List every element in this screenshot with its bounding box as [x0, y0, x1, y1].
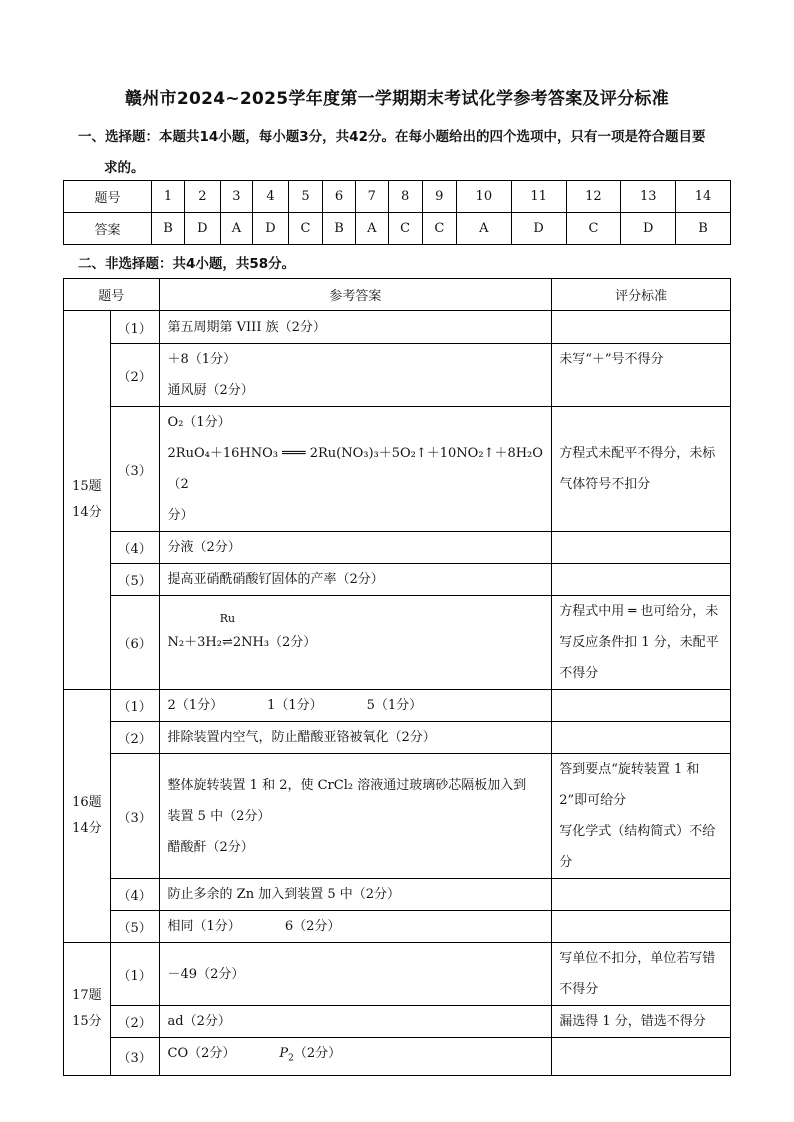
free-response-answer-table	[63, 278, 731, 1076]
q-number: 11	[511, 181, 566, 213]
q-number: 14	[676, 181, 731, 213]
pressure-symbol: P	[279, 1046, 289, 1061]
page-title: 赣州市2024~2025学年度第一学期期末考试化学参考答案及评分标准	[124, 89, 670, 109]
answer-cell: D	[511, 213, 566, 245]
q17-score: 15分	[72, 1013, 102, 1029]
answer-line: ＋8（1分）	[167, 352, 237, 367]
answer-text: 提高亚硝酰硝酸钌固体的产率（2分）	[159, 564, 552, 596]
criteria-text	[552, 879, 731, 911]
q-number: 8	[388, 181, 422, 213]
part-number: （4）	[110, 532, 159, 564]
criteria-text: 方程式未配平不得分，未标气体符号不扣分	[552, 407, 731, 532]
criteria-line: 答到要点“旋转装置 1 和 2”即可给分	[559, 762, 700, 808]
answer-text	[159, 344, 552, 407]
q16-label: 16题	[72, 795, 102, 810]
answer-cell: C	[388, 213, 422, 245]
part-number: （1）	[110, 311, 159, 344]
answer-row	[64, 213, 731, 245]
answer-part: 2（1分）	[167, 698, 224, 713]
part-number: （1）	[110, 943, 159, 1006]
table-row	[64, 943, 731, 1006]
criteria-text	[552, 722, 731, 754]
header-answer: 参考答案	[159, 279, 552, 311]
answer-line: 醋酸酐（2分）	[167, 839, 254, 855]
answer-cell: D	[184, 213, 220, 245]
table-row	[64, 911, 731, 943]
answer-cell: B	[676, 213, 731, 245]
answer-part: CO（2分）	[167, 1046, 236, 1061]
multiple-choice-answer-table	[63, 180, 731, 245]
question-number-row	[64, 181, 731, 213]
table-row	[64, 596, 731, 690]
answer-text: 分液（2分）	[159, 532, 552, 564]
answer-part: （2分）	[293, 1046, 342, 1061]
answer-line: 通风厨（2分）	[167, 383, 254, 398]
q-number: 1	[152, 181, 185, 213]
answer-part: 6（2分）	[284, 919, 341, 934]
part-number: （2）	[110, 344, 159, 407]
table-row	[64, 879, 731, 911]
q-number: 6	[323, 181, 356, 213]
q-number: 13	[621, 181, 676, 213]
q-number: 10	[456, 181, 511, 213]
part-number: （5）	[110, 911, 159, 943]
answer-text: 防止多余的 Zn 加入到装置 5 中（2分）	[159, 879, 552, 911]
criteria-text: 漏选得 1 分，错选不得分	[552, 1006, 731, 1038]
answer-text	[159, 690, 552, 722]
q-number: 9	[422, 181, 456, 213]
part-number: （5）	[110, 564, 159, 596]
reaction-arrow	[219, 612, 236, 658]
part-number: （3）	[110, 754, 159, 879]
answer-cell: B	[323, 213, 356, 245]
table-row	[64, 311, 731, 344]
table-row	[64, 407, 731, 532]
answer-cell: A	[356, 213, 388, 245]
pressure-subscript: 2	[288, 1053, 294, 1064]
equation-left: N₂＋3H₂	[167, 635, 222, 650]
q-number: 5	[288, 181, 322, 213]
part-number: （3）	[110, 407, 159, 532]
equation-right: 2NH₃（2分）	[232, 635, 317, 650]
q-number: 7	[356, 181, 388, 213]
equation-line: 2RuO₄＋16HNO₃ ═══ 2Ru(NO₃)₃＋5O₂↑＋10NO₂↑＋8H₂O（2	[167, 446, 543, 492]
section2-heading: 二、非选择题：共4小题，共58分。	[78, 256, 296, 272]
criteria-text: 方程式中用 ═ 也可给分，未写反应条件扣 1 分，未配平不得分	[552, 596, 731, 690]
answer-part: 相同（1分）	[167, 919, 241, 934]
row-label-question: 题号	[64, 181, 152, 213]
q15-label: 15题	[72, 479, 102, 494]
q-number: 3	[220, 181, 252, 213]
answer-line: 装置 5 中（2分）	[167, 808, 271, 824]
part-number: （6）	[110, 596, 159, 690]
criteria-text	[552, 690, 731, 722]
answer-text	[159, 911, 552, 943]
part-number: （4）	[110, 879, 159, 911]
answer-cell: C	[288, 213, 322, 245]
section1-heading-line1: 一、选择题：本题共14小题，每小题3分，共42分。在每小题给出的四个选项中，只有一项是符合题目要	[78, 129, 706, 145]
q16-score: 14分	[72, 821, 102, 836]
answer-cell: A	[456, 213, 511, 245]
q17-label-cell	[64, 943, 111, 1076]
part-number: （3）	[110, 1038, 159, 1076]
table-row	[64, 1006, 731, 1038]
answer-cell: C	[566, 213, 621, 245]
criteria-text	[552, 311, 731, 344]
header-question: 题号	[64, 279, 160, 311]
answer-text	[159, 407, 552, 532]
answer-cell: A	[220, 213, 252, 245]
answer-line: 整体旋转装置 1 和 2，使 CrCl₂ 溶液通过玻璃砂芯隔板加入到	[167, 777, 527, 793]
criteria-text: 未写“＋”号不得分	[552, 344, 731, 407]
answer-text: 第五周期第 VIII 族（2分）	[159, 311, 552, 344]
reaction-condition: Ru	[219, 612, 236, 625]
table-row	[64, 722, 731, 754]
answer-text	[159, 1038, 552, 1076]
answer-line: 分）	[167, 508, 194, 523]
q16-label-cell	[64, 690, 111, 943]
answer-cell: D	[621, 213, 676, 245]
q-number: 2	[184, 181, 220, 213]
answer-cell: C	[422, 213, 456, 245]
part-number: （2）	[110, 722, 159, 754]
criteria-text	[552, 532, 731, 564]
answer-part: 5（1分）	[366, 698, 423, 713]
table-row	[64, 532, 731, 564]
criteria-text	[552, 564, 731, 596]
table-row	[64, 564, 731, 596]
answer-text: 排除装置内空气，防止醋酸亚铬被氧化（2分）	[159, 722, 552, 754]
table-row	[64, 344, 731, 407]
q-number: 4	[253, 181, 289, 213]
part-number: （2）	[110, 1006, 159, 1038]
answer-cell: B	[152, 213, 185, 245]
answer-text	[159, 596, 552, 690]
answer-text: ad（2分）	[159, 1006, 552, 1038]
q-number: 12	[566, 181, 621, 213]
table-header-row	[64, 279, 731, 311]
equilibrium-arrow-icon: ⇌	[221, 635, 233, 650]
answer-cell: D	[253, 213, 289, 245]
section1-heading-line2: 求的。	[104, 160, 145, 176]
part-number: （1）	[110, 690, 159, 722]
q17-label: 17题	[72, 987, 102, 1003]
table-row	[64, 690, 731, 722]
section1-heading	[78, 122, 728, 184]
answer-part: 1（1分）	[267, 698, 323, 713]
answer-text: －49（2分）	[159, 943, 552, 1006]
criteria-text	[552, 911, 731, 943]
criteria-text	[552, 1038, 731, 1076]
q15-label-cell	[64, 311, 111, 690]
row-label-answer: 答案	[64, 213, 152, 245]
criteria-text: 写单位不扣分，单位若写错不得分	[552, 943, 731, 1006]
answer-line: O₂（1分）	[167, 415, 231, 430]
table-row	[64, 1038, 731, 1076]
answer-text	[159, 754, 552, 879]
table-row	[64, 754, 731, 879]
criteria-line: 写化学式（结构简式）不给分	[559, 824, 716, 870]
criteria-text	[552, 754, 731, 879]
q15-score: 14分	[72, 505, 102, 520]
header-criteria: 评分标准	[552, 279, 731, 311]
